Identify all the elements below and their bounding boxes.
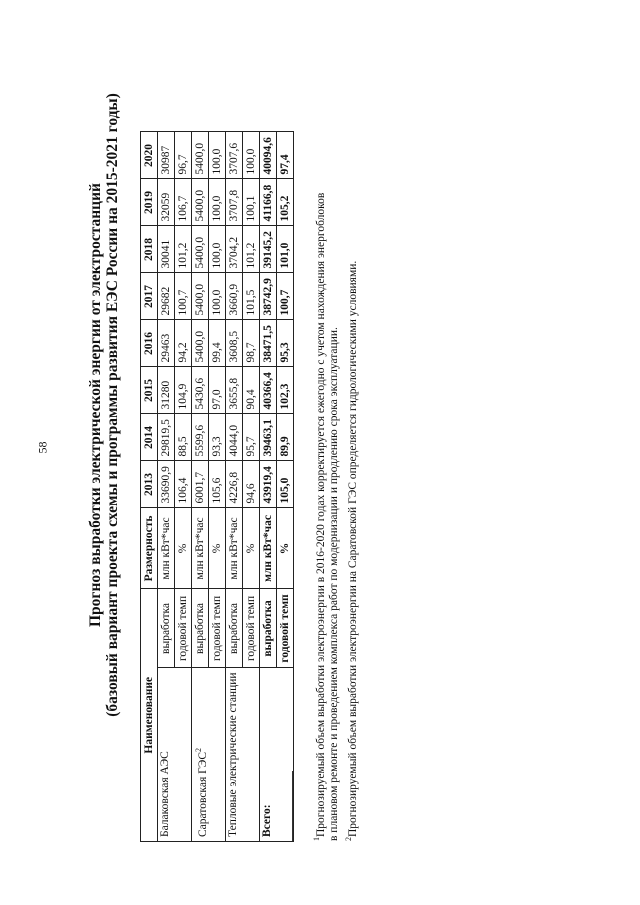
page-number: 58: [35, 441, 50, 454]
value-cell: 94,6: [243, 461, 260, 508]
value-cell: 41166,8: [260, 179, 277, 226]
value-cell: 5599,6: [192, 414, 209, 461]
station-name: Саратовская ГЭС$^2$: [192, 668, 226, 842]
table-row: [226, 132, 243, 842]
value-cell: 101,0: [277, 226, 294, 273]
value-cell: 39145,2: [260, 226, 277, 273]
station-name: Тепловые электрические станции: [226, 668, 260, 842]
value-cell: 3707,6: [226, 132, 243, 179]
station-name: Всего:: [260, 668, 294, 842]
value-cell: 90,4: [243, 367, 260, 414]
unit: млн кВт*час: [192, 508, 209, 589]
value-cell: 33690,9: [158, 461, 175, 508]
value-cell: 40094,6: [260, 132, 277, 179]
value-cell: 100,7: [277, 273, 294, 320]
header-year: 2013: [141, 461, 158, 508]
value-cell: 4226,8: [226, 461, 243, 508]
unit: %: [243, 508, 260, 589]
table-row: [158, 132, 175, 842]
value-cell: 30987: [158, 132, 175, 179]
value-cell: 101,2: [175, 226, 192, 273]
value-cell: 104,9: [175, 367, 192, 414]
value-cell: 102,3: [277, 367, 294, 414]
footnote: $^1$Прогнозируемый объем выработки электроэнергии в 2016-2020 годах корректируется ежегодно с учетом нахождения энергоблоков: [312, 192, 327, 841]
value-cell: 101,2: [243, 226, 260, 273]
indicator: годовой темп: [243, 589, 260, 668]
unit: %: [209, 508, 226, 589]
value-cell: 106,4: [175, 461, 192, 508]
unit: млн кВт*час: [226, 508, 243, 589]
value-cell: 100,0: [209, 226, 226, 273]
value-cell: 101,5: [243, 273, 260, 320]
indicator: годовой темп: [209, 589, 226, 668]
value-cell: 6001,7: [192, 461, 209, 508]
value-cell: 38471,5: [260, 320, 277, 367]
indicator: выработка: [192, 589, 209, 668]
header-year: 2018: [141, 226, 158, 273]
unit: млн кВт*час: [260, 508, 277, 589]
value-cell: 5430,6: [192, 367, 209, 414]
value-cell: 93,3: [209, 414, 226, 461]
value-cell: 38742,9: [260, 273, 277, 320]
value-cell: 3608,5: [226, 320, 243, 367]
value-cell: 5400,0: [192, 273, 209, 320]
table-header-row: [141, 132, 158, 842]
footnote: $^2$Прогнозируемый объем выработки электроэнергии на Саратовской ГЭС определяется гидрологическими условиями.: [343, 260, 359, 841]
unit: %: [175, 508, 192, 589]
unit: %: [277, 508, 294, 589]
value-cell: 30041: [158, 226, 175, 273]
value-cell: 39463,1: [260, 414, 277, 461]
value-cell: 29682: [158, 273, 175, 320]
indicator: выработка: [158, 589, 175, 668]
value-cell: 99,4: [209, 320, 226, 367]
value-cell: 29463: [158, 320, 175, 367]
table-row: [260, 132, 277, 842]
footnotes: [310, 81, 360, 841]
value-cell: 5400,0: [192, 132, 209, 179]
value-cell: 100,0: [209, 273, 226, 320]
value-cell: 98,7: [243, 320, 260, 367]
table-row: [192, 132, 209, 842]
footnote-separator: [292, 771, 293, 841]
value-cell: 100,0: [243, 132, 260, 179]
header-year: 2020: [141, 132, 158, 179]
indicator: годовой темп: [175, 589, 192, 668]
value-cell: 97,0: [209, 367, 226, 414]
value-cell: 3660,9: [226, 273, 243, 320]
value-cell: 4044,0: [226, 414, 243, 461]
value-cell: 89,9: [277, 414, 294, 461]
header-year: 2016: [141, 320, 158, 367]
value-cell: 32059: [158, 179, 175, 226]
value-cell: 40366,4: [260, 367, 277, 414]
value-cell: 5400,0: [192, 179, 209, 226]
document-title: Прогноз выработки электрической энергии от электростанций: [87, 183, 104, 627]
header-name: Наименование: [141, 589, 158, 842]
header-year: 2017: [141, 273, 158, 320]
value-cell: 5400,0: [192, 320, 209, 367]
header-year: 2019: [141, 179, 158, 226]
value-cell: 5400,0: [192, 226, 209, 273]
unit: млн кВт*час: [158, 508, 175, 589]
value-cell: 43919,4: [260, 461, 277, 508]
value-cell: 100,7: [175, 273, 192, 320]
header-year: 2014: [141, 414, 158, 461]
value-cell: 100,1: [243, 179, 260, 226]
value-cell: 95,7: [243, 414, 260, 461]
value-cell: 31280: [158, 367, 175, 414]
value-cell: 29819,5: [158, 414, 175, 461]
forecast-table: [140, 131, 294, 842]
value-cell: 3655,8: [226, 367, 243, 414]
indicator: годовой темп: [277, 589, 294, 668]
indicator: выработка: [226, 589, 243, 668]
header-year: 2015: [141, 367, 158, 414]
value-cell: 3707,8: [226, 179, 243, 226]
value-cell: 100,0: [209, 179, 226, 226]
value-cell: 100,0: [209, 132, 226, 179]
value-cell: 105,0: [277, 461, 294, 508]
value-cell: 3704,2: [226, 226, 243, 273]
document-subtitle: (базовый вариант проекта схемы и программы развития ЕЭС России на 2015-2021 годы): [104, 93, 121, 717]
indicator: выработка: [260, 589, 277, 668]
footnote: в плановом ремонте и проведением комплекса работ по модернизации и продлению срока эксплуатации.: [328, 327, 341, 841]
value-cell: 105,2: [277, 179, 294, 226]
value-cell: 95,3: [277, 320, 294, 367]
value-cell: 88,5: [175, 414, 192, 461]
value-cell: 94,2: [175, 320, 192, 367]
header-unit: Размерность: [141, 508, 158, 589]
value-cell: 105,6: [209, 461, 226, 508]
station-name: Балаковская АЭС: [158, 668, 192, 842]
value-cell: 106,7: [175, 179, 192, 226]
value-cell: 96,7: [175, 132, 192, 179]
value-cell: 97,4: [277, 132, 294, 179]
